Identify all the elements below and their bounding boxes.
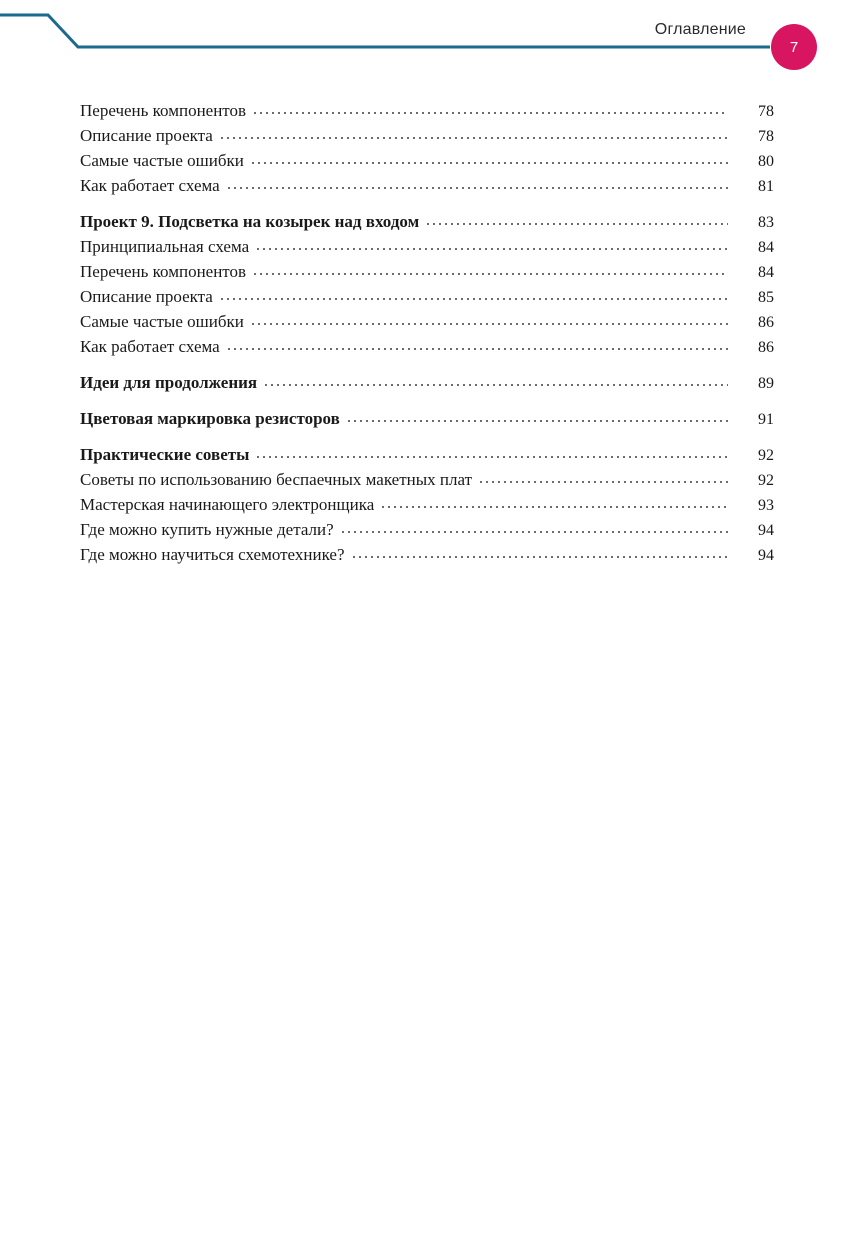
toc-row[interactable] (80, 148, 774, 173)
dot-leader (380, 505, 728, 509)
toc-section-row[interactable] (80, 442, 774, 467)
dot-leader (219, 136, 728, 140)
toc-label: Мастерская начинающего электронщика (80, 495, 375, 514)
toc-section-row[interactable] (80, 406, 774, 431)
toc-label: Где можно купить нужные детали? (80, 520, 334, 539)
toc-section-label: Практические советы (80, 445, 250, 464)
toc-page: 86 (758, 314, 774, 331)
toc-section-row[interactable] (80, 370, 774, 395)
toc-section-row[interactable] (80, 209, 774, 234)
dot-leader (252, 111, 728, 115)
toc-row[interactable] (80, 234, 774, 259)
toc-page: 78 (758, 128, 774, 145)
dot-leader (226, 186, 728, 190)
toc-label: Советы по использованию беспаечных макетных плат (80, 470, 473, 489)
toc-section-label: Проект 9. Подсветка на козырек над входом (80, 212, 420, 231)
toc-row[interactable] (80, 98, 774, 123)
toc-section-label: Идеи для продолжения (80, 373, 258, 392)
toc-page: 85 (758, 289, 774, 306)
toc-page: 93 (758, 497, 774, 514)
toc-page: 84 (758, 239, 774, 256)
dot-leader (252, 272, 728, 276)
dot-leader (255, 455, 728, 459)
toc-page: 92 (758, 447, 774, 464)
dot-leader (250, 322, 728, 326)
toc-page: 80 (758, 153, 774, 170)
toc-page: 92 (758, 472, 774, 489)
toc-label: Как работает схема (80, 176, 220, 195)
toc-page: 81 (758, 178, 774, 195)
dot-leader (340, 530, 728, 534)
toc-page: 94 (758, 547, 774, 564)
toc-row[interactable] (80, 259, 774, 284)
toc-label: Описание проекта (80, 126, 213, 145)
dot-leader (219, 297, 728, 301)
dot-leader (250, 161, 728, 165)
toc-label: Самые частые ошибки (80, 312, 244, 331)
toc-row[interactable] (80, 309, 774, 334)
dot-leader (351, 555, 729, 559)
toc-row[interactable] (80, 492, 774, 517)
toc-label: Где можно научиться схемотехнике? (80, 545, 345, 564)
toc-label: Перечень компонентов (80, 262, 247, 281)
toc-row[interactable] (80, 173, 774, 198)
toc-row[interactable] (80, 467, 774, 492)
toc-page: 94 (758, 522, 774, 539)
table-of-contents (80, 98, 774, 567)
toc-page: 91 (758, 411, 774, 428)
toc-page: 89 (758, 375, 774, 392)
toc-label: Описание проекта (80, 287, 213, 306)
toc-row[interactable] (80, 334, 774, 359)
toc-page: 83 (758, 214, 774, 231)
toc-label: Принципиальная схема (80, 237, 250, 256)
dot-leader (226, 347, 728, 351)
toc-page: 84 (758, 264, 774, 281)
toc-label: Перечень компонентов (80, 101, 247, 120)
toc-label: Самые частые ошибки (80, 151, 244, 170)
dot-leader (263, 383, 728, 387)
dot-leader (346, 419, 728, 423)
toc-row[interactable] (80, 123, 774, 148)
header-title: Оглавление (654, 21, 746, 38)
toc-row[interactable] (80, 517, 774, 542)
toc-section-label: Цветовая маркировка резисторов (80, 409, 340, 428)
dot-leader (478, 480, 728, 484)
toc-row[interactable] (80, 542, 774, 567)
page-number-badge: 7 (771, 24, 817, 70)
toc-label: Как работает схема (80, 337, 220, 356)
dot-leader (425, 222, 728, 226)
toc-row[interactable] (80, 284, 774, 309)
toc-page: 78 (758, 103, 774, 120)
toc-page: 86 (758, 339, 774, 356)
dot-leader (255, 247, 728, 251)
